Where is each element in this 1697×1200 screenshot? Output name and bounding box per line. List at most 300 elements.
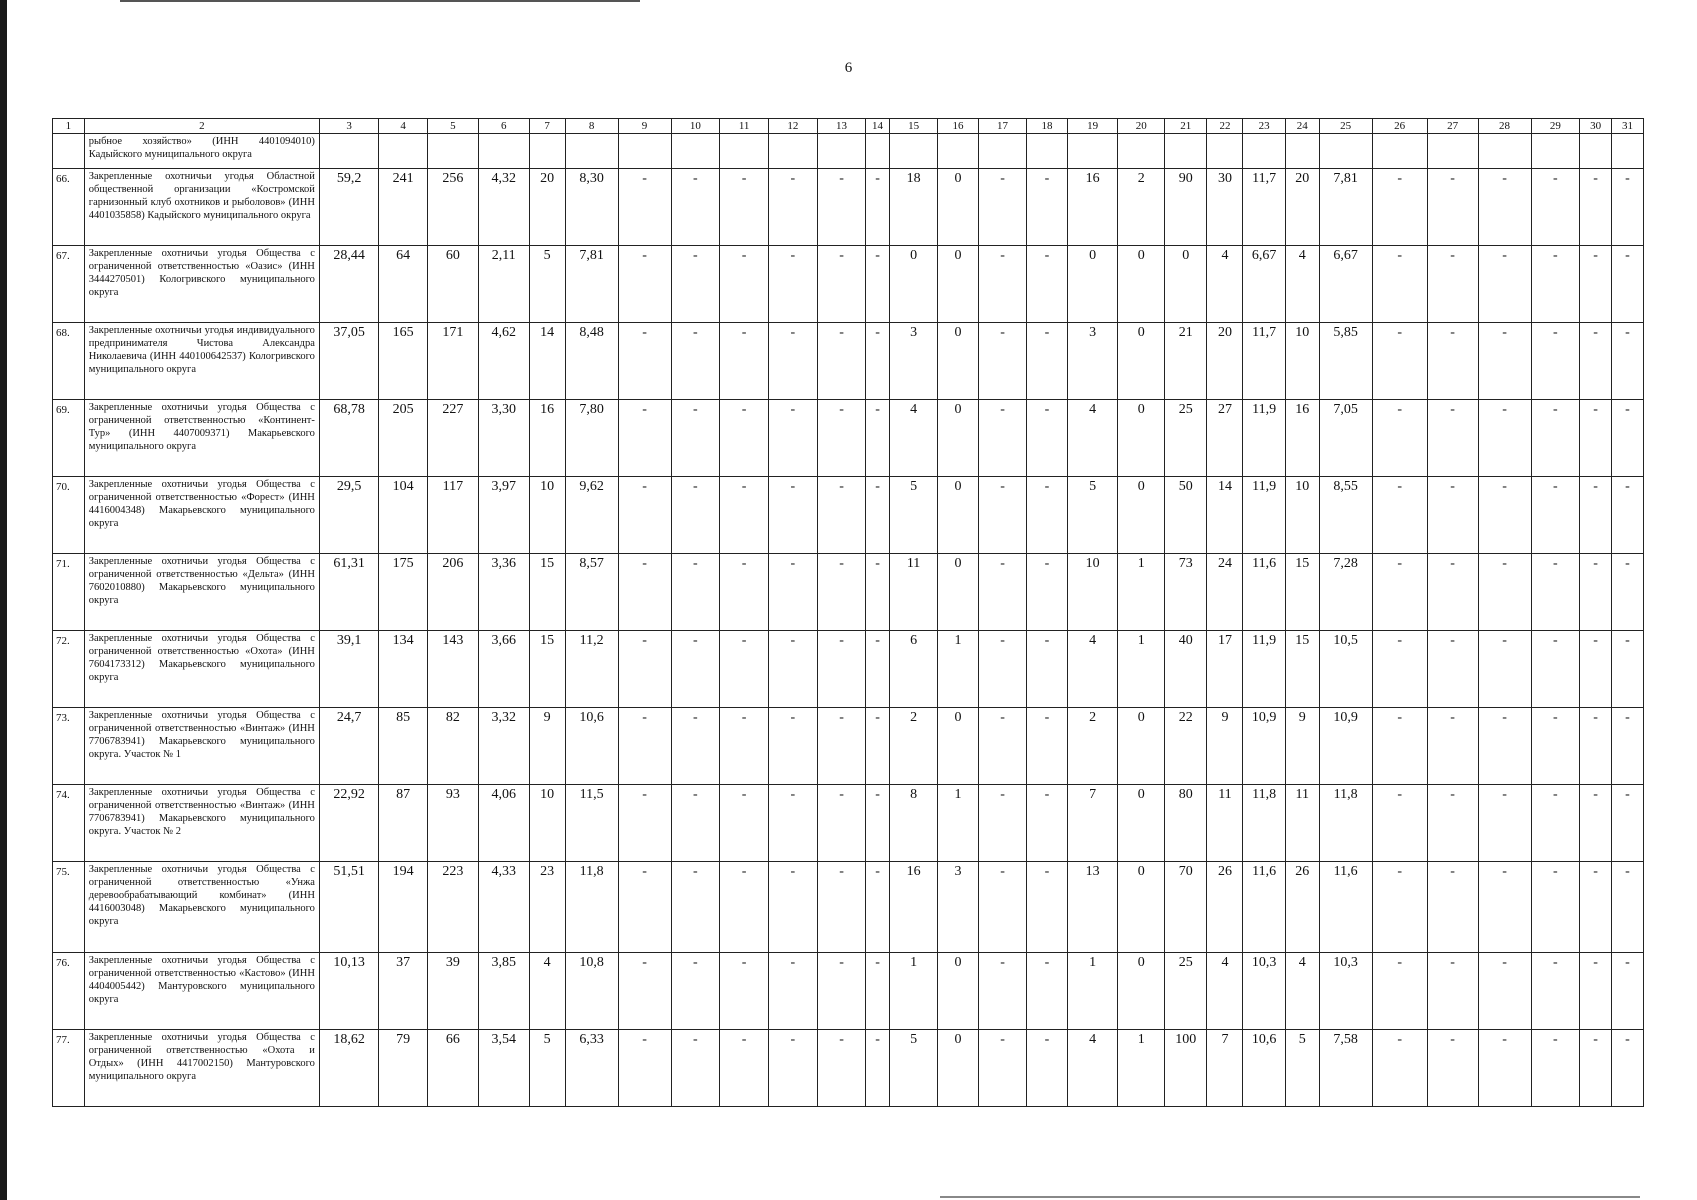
row-value: - [618, 246, 671, 323]
row-value: 11,9 [1243, 631, 1285, 708]
row-value: 8,57 [565, 554, 618, 631]
row-value [565, 134, 618, 169]
row-value: 1 [1118, 554, 1165, 631]
row-value: 3,30 [478, 400, 529, 477]
row-value [889, 134, 938, 169]
column-number: 31 [1612, 119, 1644, 134]
row-value: - [817, 631, 866, 708]
row-value: 6,67 [1319, 246, 1372, 323]
row-value: 6 [889, 631, 938, 708]
row-value: - [1478, 477, 1531, 554]
row-value: - [866, 246, 889, 323]
row-value: 3 [1067, 323, 1118, 400]
row-value: - [720, 785, 769, 862]
table-row [53, 554, 1644, 631]
row-description: Закрепленные охотничьи угодья индивидуального предпринимателя Чистова Александра Николаевича (ИНН 440100642537) Кологривского муниципального округа [84, 323, 319, 400]
row-value: 39 [427, 953, 478, 1030]
row-value: 0 [1118, 246, 1165, 323]
row-value [529, 134, 565, 169]
row-value: - [1580, 246, 1612, 323]
row-value: - [1027, 953, 1067, 1030]
row-value: - [768, 785, 817, 862]
row-value: - [1531, 862, 1580, 953]
row-value: - [1612, 631, 1644, 708]
row-value: - [978, 477, 1027, 554]
row-value: - [768, 400, 817, 477]
row-value [1285, 134, 1319, 169]
row-value: - [768, 323, 817, 400]
row-description: Закрепленные охотничьи угодья Общества с ограниченной ответственностью «Винтаж» (ИНН 7706783941) Макарьевского муниципального округа. Участок № 1 [84, 708, 319, 785]
row-value: - [866, 708, 889, 785]
row-value: 1 [938, 631, 978, 708]
column-number: 9 [618, 119, 671, 134]
row-value: - [720, 323, 769, 400]
table-row [53, 246, 1644, 323]
row-description: Закрепленные охотничьи угодья Общества с ограниченной ответственностью «Оазис» (ИНН 3444270501) Кологривского муниципального округа [84, 246, 319, 323]
row-value: 10 [1285, 477, 1319, 554]
row-value: 3,85 [478, 953, 529, 1030]
row-value: - [768, 708, 817, 785]
row-value: 26 [1285, 862, 1319, 953]
row-value: 20 [1207, 323, 1243, 400]
table-row [53, 400, 1644, 477]
row-value: 73 [1165, 554, 1207, 631]
row-value: 11,6 [1319, 862, 1372, 953]
column-number: 13 [817, 119, 866, 134]
row-value: - [768, 1030, 817, 1107]
row-value: - [720, 554, 769, 631]
row-value: 3,36 [478, 554, 529, 631]
row-value: 5 [889, 1030, 938, 1107]
row-value: 24,7 [319, 708, 378, 785]
row-value: 143 [427, 631, 478, 708]
table-row [53, 477, 1644, 554]
row-value: 37,05 [319, 323, 378, 400]
row-value: 11,7 [1243, 323, 1285, 400]
column-number-row [53, 119, 1644, 134]
row-value: - [671, 169, 720, 246]
row-value: - [1427, 246, 1478, 323]
row-value: 4 [1207, 246, 1243, 323]
row-value: - [1478, 246, 1531, 323]
row-value: - [978, 953, 1027, 1030]
column-number: 22 [1207, 119, 1243, 134]
row-value: 68,78 [319, 400, 378, 477]
row-value: 0 [938, 323, 978, 400]
row-value: - [618, 953, 671, 1030]
row-value: 10,3 [1319, 953, 1372, 1030]
row-value: - [1531, 477, 1580, 554]
row-number [53, 134, 85, 169]
row-value: - [1027, 246, 1067, 323]
row-value: - [1027, 554, 1067, 631]
row-value: - [1478, 631, 1531, 708]
row-number: 66. [53, 169, 85, 246]
row-value: 2 [1118, 169, 1165, 246]
row-value: 4 [1285, 246, 1319, 323]
row-value: - [1580, 1030, 1612, 1107]
row-value: 10 [529, 477, 565, 554]
row-value: 223 [427, 862, 478, 953]
row-description: Закрепленные охотничьи угодья Общества с ограниченной ответственностью «Кастово» (ИНН 4404005442) Мантуровского муниципального округа [84, 953, 319, 1030]
row-value: 20 [1285, 169, 1319, 246]
row-value: - [866, 477, 889, 554]
row-value: - [1612, 477, 1644, 554]
row-value: - [1531, 554, 1580, 631]
row-value: 117 [427, 477, 478, 554]
row-value: - [618, 400, 671, 477]
row-value: 28,44 [319, 246, 378, 323]
row-number: 70. [53, 477, 85, 554]
row-value: 4,32 [478, 169, 529, 246]
row-value: 11,8 [565, 862, 618, 953]
row-value: 0 [1118, 785, 1165, 862]
row-value: 50 [1165, 477, 1207, 554]
row-value: 14 [529, 323, 565, 400]
row-value: 1 [889, 953, 938, 1030]
row-value: - [720, 953, 769, 1030]
row-value: 3 [889, 323, 938, 400]
row-value: - [1612, 246, 1644, 323]
row-value: 11 [1207, 785, 1243, 862]
row-value: 9 [1207, 708, 1243, 785]
row-value: 7,05 [1319, 400, 1372, 477]
row-value [379, 134, 428, 169]
row-value: 0 [938, 1030, 978, 1107]
row-value: - [1027, 862, 1067, 953]
row-value: 16 [1067, 169, 1118, 246]
row-value: - [1027, 631, 1067, 708]
row-value: - [671, 953, 720, 1030]
row-value: - [1372, 323, 1427, 400]
row-value: 4,06 [478, 785, 529, 862]
row-value: - [866, 400, 889, 477]
row-value: - [817, 400, 866, 477]
row-value: 85 [379, 708, 428, 785]
row-value: 60 [427, 246, 478, 323]
row-value: 10,3 [1243, 953, 1285, 1030]
row-value [768, 134, 817, 169]
row-value: 14 [1207, 477, 1243, 554]
row-description: Закрепленные охотничьи угодья Общества с ограниченной ответственностью «Дельта» (ИНН 7602010880) Макарьевского муниципального округа [84, 554, 319, 631]
row-value: 1 [1118, 631, 1165, 708]
row-value: - [1372, 554, 1427, 631]
row-value: 10,6 [565, 708, 618, 785]
row-value [1243, 134, 1285, 169]
table-row [53, 169, 1644, 246]
column-number: 11 [720, 119, 769, 134]
row-value: 10,5 [1319, 631, 1372, 708]
row-value: - [768, 169, 817, 246]
row-value: - [768, 953, 817, 1030]
row-description: Закрепленные охотничьи угодья Общества с ограниченной ответственностью «Континент-Тур» (ИНН 4407009371) Макарьевского муниципального округа [84, 400, 319, 477]
row-value: - [1531, 1030, 1580, 1107]
row-value: 5,85 [1319, 323, 1372, 400]
row-value: 10 [1285, 323, 1319, 400]
row-value: 2 [889, 708, 938, 785]
row-value: - [817, 862, 866, 953]
row-value: - [866, 953, 889, 1030]
row-value: 61,31 [319, 554, 378, 631]
row-value: 0 [1118, 708, 1165, 785]
row-value: - [978, 400, 1027, 477]
row-value: 1 [938, 785, 978, 862]
row-value: 80 [1165, 785, 1207, 862]
row-value: 11,7 [1243, 169, 1285, 246]
row-value: - [618, 477, 671, 554]
row-value: - [671, 631, 720, 708]
row-value: 205 [379, 400, 428, 477]
row-value: - [720, 631, 769, 708]
row-value: 10,8 [565, 953, 618, 1030]
row-value: 66 [427, 1030, 478, 1107]
row-number: 72. [53, 631, 85, 708]
row-value: 40 [1165, 631, 1207, 708]
row-value: - [1372, 953, 1427, 1030]
row-value: - [1531, 169, 1580, 246]
row-value [1118, 134, 1165, 169]
scan-edge-top [120, 0, 640, 2]
row-value: - [1372, 400, 1427, 477]
row-value: 11,6 [1243, 862, 1285, 953]
row-number: 68. [53, 323, 85, 400]
row-value: 134 [379, 631, 428, 708]
row-value: 1 [1067, 953, 1118, 1030]
column-number: 25 [1319, 119, 1372, 134]
table-row [53, 953, 1644, 1030]
scan-edge-left [0, 0, 7, 1200]
row-value: 18 [889, 169, 938, 246]
row-value: 3,97 [478, 477, 529, 554]
column-number: 19 [1067, 119, 1118, 134]
row-value: - [1478, 785, 1531, 862]
row-value [478, 134, 529, 169]
row-value [1165, 134, 1207, 169]
row-value [1531, 134, 1580, 169]
row-value: - [1531, 400, 1580, 477]
row-value: - [618, 323, 671, 400]
row-value: 0 [1118, 862, 1165, 953]
row-value: - [618, 785, 671, 862]
row-value: 39,1 [319, 631, 378, 708]
row-value: 0 [1118, 477, 1165, 554]
row-value: 10,6 [1243, 1030, 1285, 1107]
row-value: 9 [529, 708, 565, 785]
row-value: - [1027, 323, 1067, 400]
column-number: 24 [1285, 119, 1319, 134]
row-number: 74. [53, 785, 85, 862]
row-value: 24 [1207, 554, 1243, 631]
row-value: - [618, 862, 671, 953]
row-value: - [720, 1030, 769, 1107]
column-number: 2 [84, 119, 319, 134]
table-row [53, 862, 1644, 953]
row-value: - [1580, 323, 1612, 400]
column-number: 8 [565, 119, 618, 134]
row-value: - [671, 708, 720, 785]
row-value: - [817, 785, 866, 862]
row-value: - [817, 708, 866, 785]
row-value [319, 134, 378, 169]
row-value: - [1531, 953, 1580, 1030]
row-value: - [720, 169, 769, 246]
row-value: - [1427, 631, 1478, 708]
row-value [720, 134, 769, 169]
row-value: - [866, 631, 889, 708]
row-value: - [1372, 477, 1427, 554]
row-number: 77. [53, 1030, 85, 1107]
row-value: 82 [427, 708, 478, 785]
row-value: 7,81 [565, 246, 618, 323]
row-value: - [866, 785, 889, 862]
row-value: - [618, 708, 671, 785]
row-value: - [1580, 708, 1612, 785]
row-value: - [1531, 708, 1580, 785]
row-description: Закрепленные охотничьи угодья Общества с ограниченной ответственностью «Охота» (ИНН 7604173312) Макарьевского муниципального округа [84, 631, 319, 708]
row-value: 0 [1118, 400, 1165, 477]
row-value: - [1427, 953, 1478, 1030]
row-value: 64 [379, 246, 428, 323]
row-value: 3,32 [478, 708, 529, 785]
row-value [817, 134, 866, 169]
row-value: - [1478, 862, 1531, 953]
row-value: 5 [1067, 477, 1118, 554]
row-value: - [1427, 862, 1478, 953]
row-value: - [618, 1030, 671, 1107]
row-value: - [978, 785, 1027, 862]
column-number: 18 [1027, 119, 1067, 134]
row-value: - [1027, 708, 1067, 785]
row-value: 23 [529, 862, 565, 953]
row-value: - [1372, 631, 1427, 708]
row-value: 0 [938, 400, 978, 477]
row-value: - [720, 477, 769, 554]
row-value: 18,62 [319, 1030, 378, 1107]
row-value: 11,2 [565, 631, 618, 708]
row-value: - [978, 862, 1027, 953]
row-value: 10,9 [1243, 708, 1285, 785]
row-value: 11 [889, 554, 938, 631]
row-value [427, 134, 478, 169]
row-value: - [1478, 169, 1531, 246]
column-number: 3 [319, 119, 378, 134]
row-value: 8,48 [565, 323, 618, 400]
row-value: - [618, 631, 671, 708]
row-value: 1 [1118, 1030, 1165, 1107]
table-row [53, 708, 1644, 785]
row-value: - [1580, 953, 1612, 1030]
column-number: 1 [53, 119, 85, 134]
row-value [618, 134, 671, 169]
row-value [1580, 134, 1612, 169]
row-value: 6,33 [565, 1030, 618, 1107]
row-value: - [1612, 169, 1644, 246]
row-value: 2,11 [478, 246, 529, 323]
column-number: 6 [478, 119, 529, 134]
row-value [1478, 134, 1531, 169]
row-value: - [768, 862, 817, 953]
row-value: - [720, 862, 769, 953]
row-value: - [1612, 323, 1644, 400]
row-value: - [1612, 554, 1644, 631]
row-value: 51,51 [319, 862, 378, 953]
row-value [671, 134, 720, 169]
row-value: - [1427, 323, 1478, 400]
row-value: - [1580, 862, 1612, 953]
row-value: 5 [1285, 1030, 1319, 1107]
row-value: - [768, 246, 817, 323]
row-value: - [1531, 631, 1580, 708]
row-value: - [866, 169, 889, 246]
row-value: - [671, 323, 720, 400]
row-value: - [1478, 400, 1531, 477]
row-value: - [1531, 323, 1580, 400]
row-value: 194 [379, 862, 428, 953]
row-value [938, 134, 978, 169]
column-number: 7 [529, 119, 565, 134]
row-value: 30 [1207, 169, 1243, 246]
row-value [1027, 134, 1067, 169]
row-value: - [978, 708, 1027, 785]
table-row [53, 785, 1644, 862]
row-number: 69. [53, 400, 85, 477]
row-value: - [671, 246, 720, 323]
column-number: 20 [1118, 119, 1165, 134]
row-value: - [1027, 785, 1067, 862]
row-value: - [768, 477, 817, 554]
column-number: 29 [1531, 119, 1580, 134]
row-value: 0 [938, 554, 978, 631]
row-value: - [671, 554, 720, 631]
row-value: 206 [427, 554, 478, 631]
row-value: 6,67 [1243, 246, 1285, 323]
page-number: 6 [844, 60, 853, 76]
row-number: 73. [53, 708, 85, 785]
row-value: 70 [1165, 862, 1207, 953]
row-value: 20 [529, 169, 565, 246]
row-value: 0 [938, 477, 978, 554]
table-row [53, 631, 1644, 708]
row-value: - [1027, 1030, 1067, 1107]
row-value: 16 [889, 862, 938, 953]
column-number: 23 [1243, 119, 1285, 134]
row-value: - [671, 400, 720, 477]
row-number: 75. [53, 862, 85, 953]
row-value: 16 [529, 400, 565, 477]
row-value: - [817, 953, 866, 1030]
row-value: - [1580, 169, 1612, 246]
row-value: 7 [1067, 785, 1118, 862]
row-value [1427, 134, 1478, 169]
row-value: 11 [1285, 785, 1319, 862]
row-value: - [866, 862, 889, 953]
row-value: 7,28 [1319, 554, 1372, 631]
column-number: 12 [768, 119, 817, 134]
row-value: - [1580, 554, 1612, 631]
table-row [53, 1030, 1644, 1107]
row-description: Закрепленные охотничьи угодья Общества с ограниченной ответственностью «Форест» (ИНН 4416004348) Макарьевского муниципального округа [84, 477, 319, 554]
row-value: 79 [379, 1030, 428, 1107]
row-value: 17 [1207, 631, 1243, 708]
row-value: 15 [1285, 631, 1319, 708]
row-value: 7,58 [1319, 1030, 1372, 1107]
row-value: - [978, 554, 1027, 631]
row-value: - [671, 477, 720, 554]
row-value: - [671, 785, 720, 862]
column-number: 17 [978, 119, 1027, 134]
row-value: - [1478, 953, 1531, 1030]
row-value: - [817, 169, 866, 246]
